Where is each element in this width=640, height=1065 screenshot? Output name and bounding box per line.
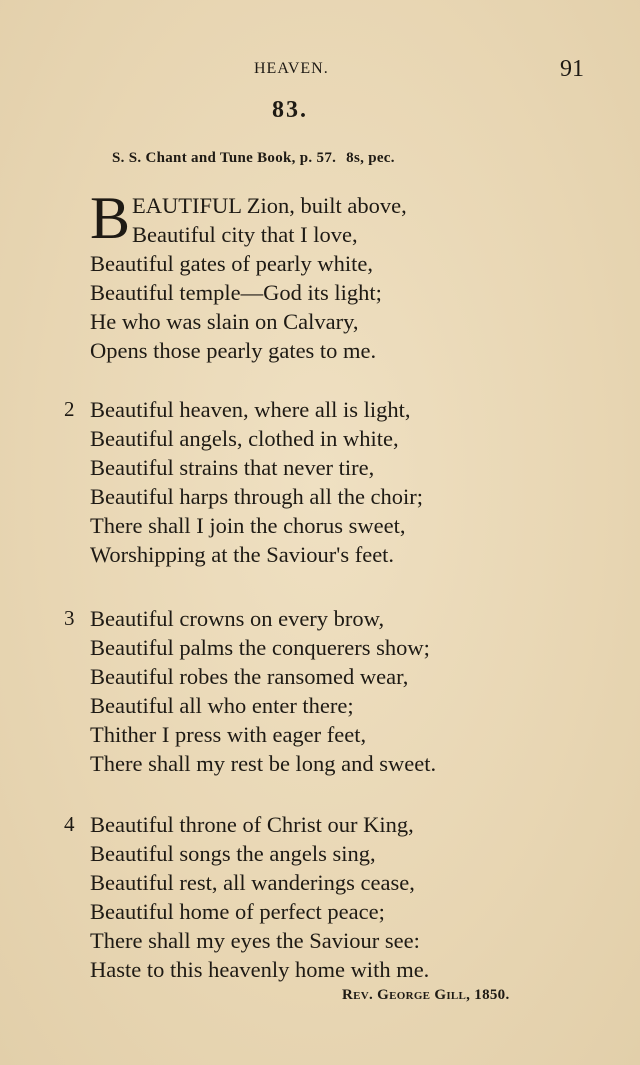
- verse-line: There shall my eyes the Saviour see:: [90, 928, 420, 953]
- verse-line: He who was slain on Calvary,: [90, 309, 359, 334]
- verse-line: Beautiful harps through all the choir;: [90, 484, 424, 509]
- verse-line: Beautiful throne of Christ our King,: [90, 812, 414, 837]
- verse-line: Worshipping at the Saviour's feet.: [90, 542, 395, 567]
- verse-line: Beautiful all who enter there;: [90, 693, 354, 718]
- verse-line: Beautiful crowns on every brow,: [90, 606, 385, 631]
- verse-line: Beautiful strains that never tire,: [90, 455, 375, 480]
- tune-reference: [112, 150, 395, 167]
- stanza-number: 2: [64, 397, 75, 421]
- stanza-1: [90, 185, 407, 365]
- verse-line: Beautiful rest, all wanderings cease,: [90, 870, 415, 895]
- hymn-number: 83.: [272, 97, 308, 123]
- verse-line: Beautiful angels, clothed in white,: [90, 426, 399, 451]
- verse-line: Beautiful heaven, where all is light,: [90, 397, 411, 422]
- author-attribution: Rev. George Gill, 1850.: [342, 987, 510, 1003]
- meter: 8s, pec.: [346, 150, 395, 166]
- verse-line: Opens those pearly gates to me.: [90, 338, 377, 363]
- stanza-4: [64, 810, 430, 984]
- verse-line: Haste to this heavenly home with me.: [90, 957, 430, 982]
- drop-cap: B: [90, 185, 131, 251]
- verse-line: Beautiful gates of pearly white,: [90, 251, 374, 276]
- verse-line: Beautiful city that I love,: [132, 222, 358, 247]
- verse-line: There shall my rest be long and sweet.: [90, 751, 437, 776]
- stanza-number: 4: [64, 812, 75, 836]
- verse-line: Beautiful robes the ransomed wear,: [90, 664, 409, 689]
- tune-book-reference: S. S. Chant and Tune Book, p. 57.: [112, 150, 337, 166]
- stanza-number: 3: [64, 606, 75, 630]
- verse-line: Beautiful songs the angels sing,: [90, 841, 376, 866]
- stanza-3: [64, 604, 437, 778]
- page-number: 91: [560, 56, 584, 82]
- verse-line: Beautiful temple—God its light;: [90, 280, 382, 305]
- verse-line: Beautiful palms the conquerers show;: [90, 635, 430, 660]
- verse-line: Beautiful home of perfect peace;: [90, 899, 385, 924]
- running-head: HEAVEN.: [254, 60, 329, 77]
- stanza-2: [64, 395, 424, 569]
- verse-line: EAUTIFUL Zion, built above,: [132, 193, 407, 218]
- page-header: [0, 56, 640, 84]
- verse-line: Thither I press with eager feet,: [90, 722, 367, 747]
- verse-line: There shall I join the chorus sweet,: [90, 513, 406, 538]
